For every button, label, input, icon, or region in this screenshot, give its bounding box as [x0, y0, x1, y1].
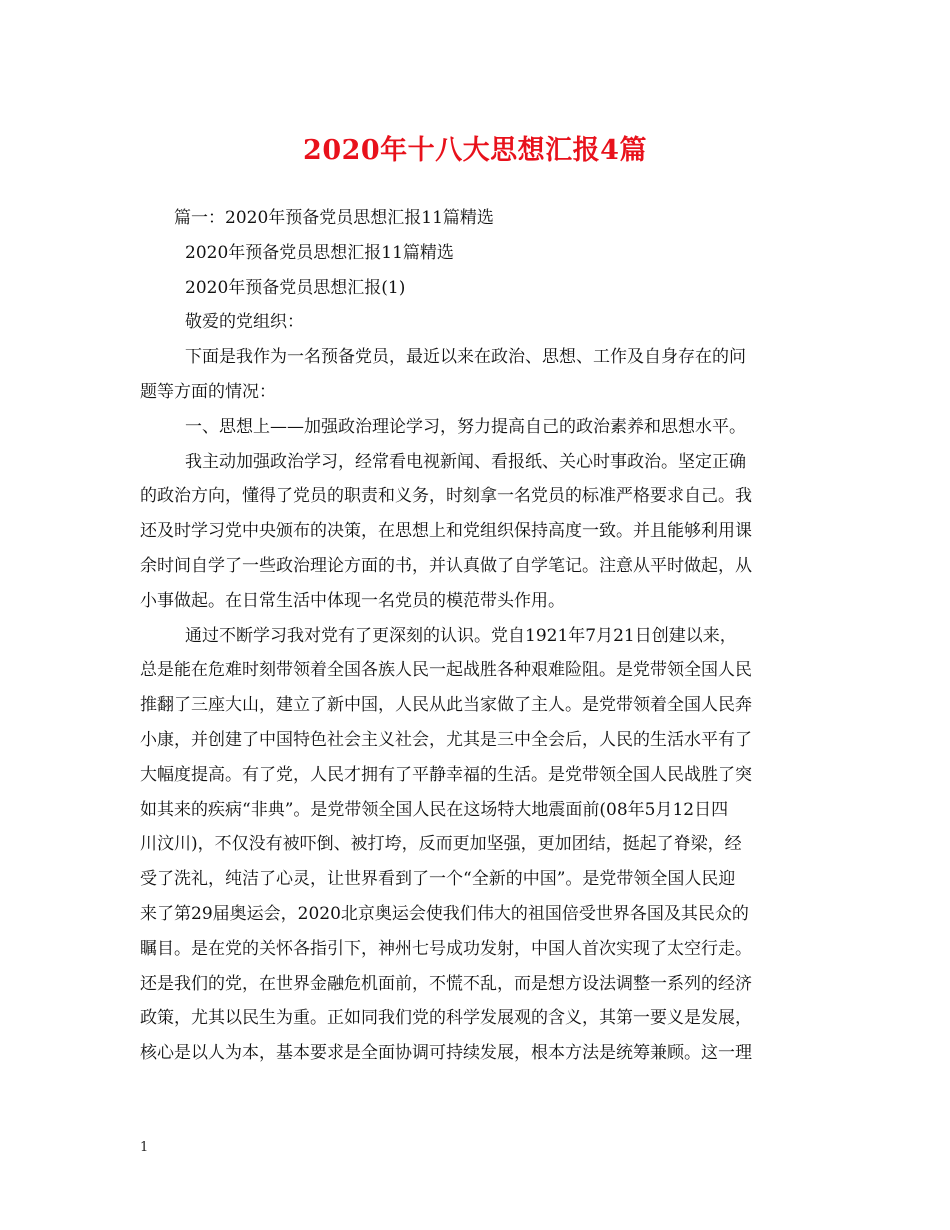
body-line: 的政治方向，懂得了党员的职责和义务，时刻拿一名党员的标准严格要求自己。我: [140, 486, 752, 507]
page-number: 1: [140, 1140, 149, 1155]
document-body: [140, 201, 814, 1071]
body-line: 小事做起。在日常生活中体现一名党员的模范带头作用。: [140, 590, 565, 611]
body-line: 大幅度提高。有了党，人民才拥有了平静幸福的生活。是党带领全国人民战胜了突: [140, 764, 752, 785]
body-line: 核心是以人为本，基本要求是全面协调可持续发展，根本方法是统筹兼顾。这一理: [140, 1043, 752, 1064]
body-line: 一、思想上——加强政治理论学习，努力提高自己的政治素养和思想水平。: [185, 416, 746, 437]
body-line: 篇一：2020年预备党员思想汇报11篇精选: [174, 208, 494, 228]
body-line: 政策，尤其以民生为重。正如同我们党的科学发展观的含义，其第一要义是发展，: [140, 1008, 752, 1029]
body-line: 2020年预备党员思想汇报(1): [185, 277, 406, 298]
body-line: 瞩目。是在党的关怀各指引下，神州七号成功发射，中国人首次实现了太空行走。: [140, 938, 752, 959]
body-line: 还及时学习党中央颁布的决策，在思想上和党组织保持高度一致。并且能够利用课: [140, 521, 752, 542]
body-line: 下面是我作为一名预备党员，最近以来在政治、思想、工作及自身存在的问: [185, 347, 746, 368]
body-line: 川汶川)，不仅没有被吓倒、被打垮，反而更加坚强，更加团结，挺起了脊梁，经: [140, 834, 742, 855]
body-line: 余时间自学了一些政治理论方面的书，并认真做了自学笔记。注意从平时做起，从: [140, 555, 752, 576]
body-line: 敬爱的党组织：: [185, 312, 304, 333]
body-line: 通过不断学习我对党有了更深刻的认识。党自1921年7月21日创建以来，: [185, 625, 737, 646]
body-line: 如其来的疾病“非典”。是党带领全国人民在这场特大地震面前(08年5月12日四: [140, 799, 729, 820]
body-line: 还是我们的党，在世界金融危机面前，不慌不乱，而是想方设法调整一系列的经济: [140, 973, 752, 994]
document-title: 2020年十八大思想汇报4篇: [303, 135, 647, 166]
body-line: 2020年预备党员思想汇报11篇精选: [185, 242, 454, 263]
body-line: 小康，并创建了中国特色社会主义社会，尤其是三中全会后，人民的生活水平有了: [140, 729, 752, 750]
body-line: 题等方面的情况：: [140, 381, 276, 402]
body-line: 我主动加强政治学习，经常看电视新闻、看报纸、关心时事政治。坚定正确: [185, 451, 746, 472]
body-line: 来了第29届奥运会，2020北京奥运会使我们伟大的祖国倍受世界各国及其民众的: [140, 903, 749, 924]
body-line: 推翻了三座大山，建立了新中国，人民从此当家做了主人。是党带领着全国人民奔: [140, 695, 752, 716]
body-line: 受了洗礼，纯洁了心灵，让世界看到了一个“全新的中国”。是党带领全国人民迎: [140, 869, 736, 890]
body-line: 总是能在危难时刻带领着全国各族人民一起战胜各种艰难险阻。是党带领全国人民: [140, 660, 752, 681]
